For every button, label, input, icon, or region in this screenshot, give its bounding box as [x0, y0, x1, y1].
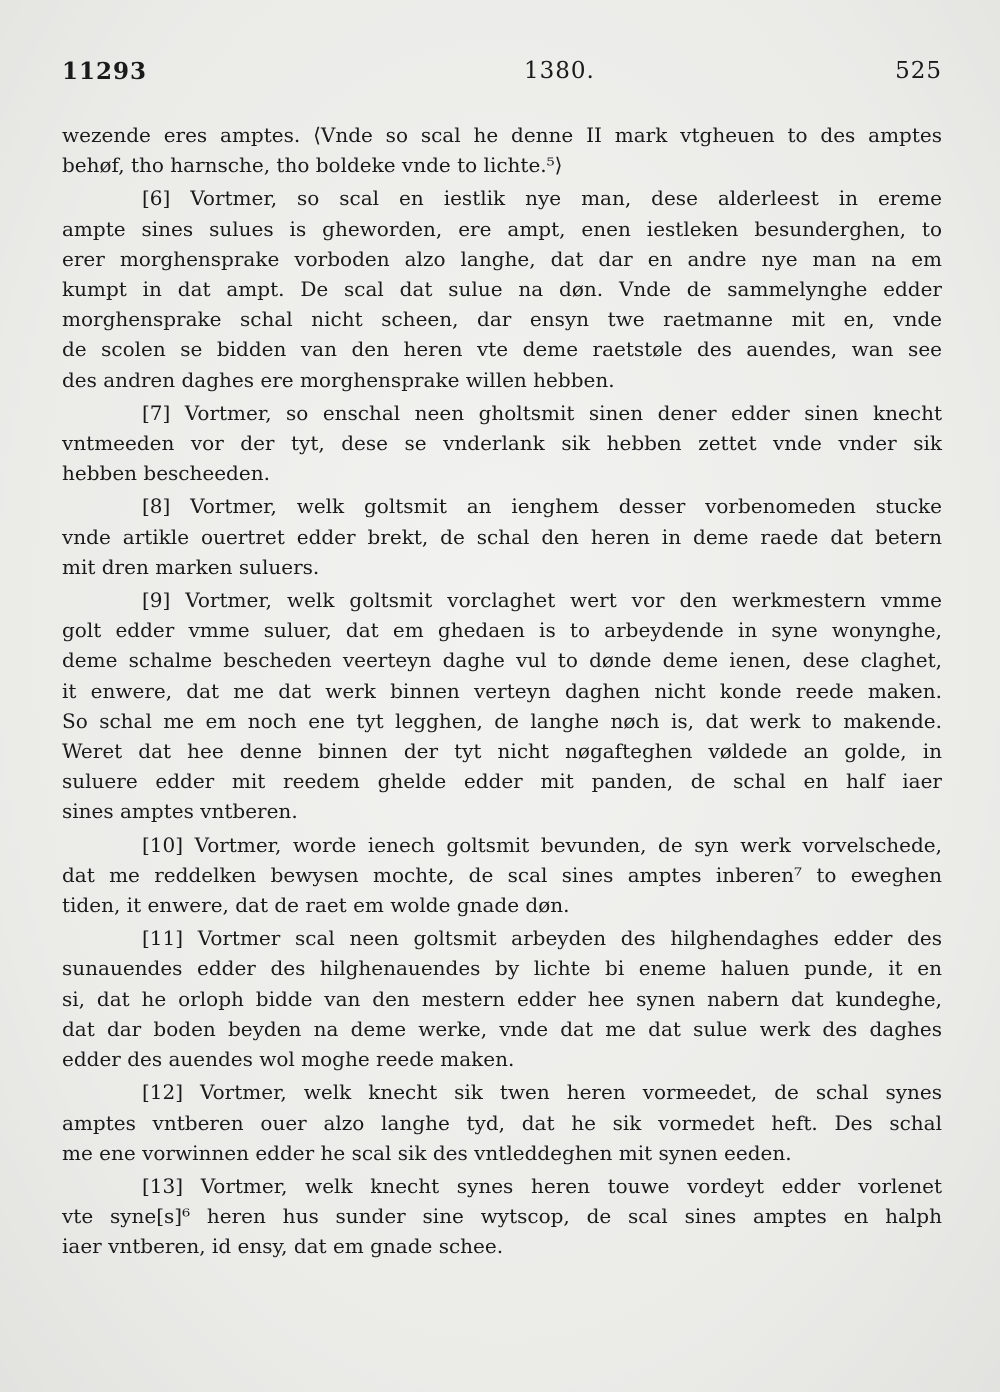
text-line: erer morghensprake vorboden alzo langhe, dat dar en andre nye man na em: [62, 246, 942, 271]
text-line: si, dat he orloph bidde van den mestern edder hee synen nabern dat kundeghe,: [62, 986, 942, 1011]
text-line: dat dar boden beyden na deme werke, vnde dat me dat sulue werk des daghes: [62, 1016, 942, 1041]
paragraph-9: [62, 585, 942, 827]
text-line: sines amptes vntberen.: [62, 799, 298, 824]
text-line: wezende eres amptes. ⟨Vnde so scal he denne II mark vtgheuen to des amptes: [62, 123, 942, 147]
paragraph-8: [62, 491, 942, 582]
paragraph-6: [62, 183, 942, 394]
paragraph-intro: [62, 120, 942, 180]
text-line: amptes vntberen ouer alzo langhe tyd, dat he sik vormedet heft. Des schal: [62, 1110, 942, 1135]
text-line: [11] Vortmer scal neen goltsmit arbeyden des hilghendaghes edder des: [142, 926, 942, 951]
text-line: deme schalme bescheden veerteyn daghe vul to dønde deme ienen, dese claghet,: [62, 648, 942, 673]
text-line: [13] Vortmer, welk knecht synes heren touwe vordeyt edder vorlenet: [142, 1173, 942, 1198]
text-line: it enwere, dat me dat werk binnen verteyn daghen nicht konde reede maken.: [62, 678, 942, 703]
text-line: [6] Vortmer, so scal en iestlik nye man, dese alderleest in ereme: [142, 186, 942, 211]
text-line: [12] Vortmer, welk knecht sik twen heren vormeedet, de schal synes: [142, 1080, 942, 1105]
text-line: kumpt in dat ampt. De scal dat sulue na døn. Vnde de sammelynghe edder: [62, 277, 942, 302]
text-line: [8] Vortmer, welk goltsmit an ienghem desser vorbenomeden stucke: [142, 494, 942, 519]
document-number: 11293: [62, 58, 148, 85]
text-line: vntmeeden vor der tyt, dese se vnderlank sik hebben zettet vnde vnder sik: [62, 431, 942, 456]
text-line: golt edder vmme suluer, dat em ghedaen is to arbeydende in syne wonynghe,: [62, 618, 942, 643]
paragraph-12: [62, 1077, 942, 1168]
text-line: des andren daghes ere morghensprake willen hebben.: [62, 367, 615, 392]
text-line: sunauendes edder des hilghenauendes by lichte bi eneme haluen punde, it en: [62, 956, 942, 981]
text-line: morghensprake schal nicht scheen, dar ensyn twe raetmanne mit en, vnde: [62, 307, 942, 332]
text-line: de scolen se bidden van den heren vte deme raetstøle des auendes, wan see: [62, 337, 942, 362]
paragraph-11: [62, 923, 942, 1074]
text-line: hebben bescheeden.: [62, 461, 270, 486]
page-number: 525: [895, 58, 942, 84]
text-line: [9] Vortmer, welk goltsmit vorclaghet wert vor den werkmestern vmme: [142, 588, 942, 613]
text-line: me ene vorwinnen edder he scal sik des vntleddeghen mit synen eeden.: [62, 1140, 792, 1165]
text-line: vnde artikle ouertret edder brekt, de schal den heren in deme raede dat betern: [62, 524, 942, 549]
text-line: iaer vntberen, id ensy, dat em gnade schee.: [62, 1234, 504, 1259]
page-header: [60, 58, 942, 98]
text-line: suluere edder mit reedem ghelde edder mit panden, de schal en half iaer: [62, 769, 942, 794]
text-line: Weret dat hee denne binnen der tyt nicht nøgafteghen vøldede an golde, in: [62, 739, 942, 764]
text-line: [7] Vortmer, so enschal neen gholtsmit sinen dener edder sinen knecht: [142, 400, 942, 425]
text-line: [10] Vortmer, worde ienech goltsmit bevunden, de syn werk vorvelschede,: [142, 832, 942, 857]
year: 1380.: [524, 58, 595, 84]
paragraph-13: [62, 1171, 942, 1262]
text-line: So schal me em noch ene tyt legghen, de langhe nøch is, dat werk to makende.: [62, 708, 942, 733]
paragraph-7: [62, 398, 942, 489]
text-line: ampte sines sulues is gheworden, ere ampt, enen iestleken besunderghen, to: [62, 216, 942, 241]
text-line: mit dren marken suluers.: [62, 554, 320, 579]
text-line: dat me reddelken bewysen mochte, de scal sines amptes inberen⁷ to eweghen: [62, 862, 942, 887]
text-line: tiden, it enwere, dat de raet em wolde gnade døn.: [62, 893, 570, 918]
text-line: behøf, tho harnsche, tho boldeke vnde to lichte.⁵⟩: [62, 153, 563, 178]
body-text: [62, 120, 942, 1265]
text-line: edder des auendes wol moghe reede maken.: [62, 1047, 515, 1072]
text-line: vte syne[s]⁶ heren hus sunder sine wytscop, de scal sines amptes en halph: [62, 1204, 942, 1229]
paragraph-10: [62, 830, 942, 921]
